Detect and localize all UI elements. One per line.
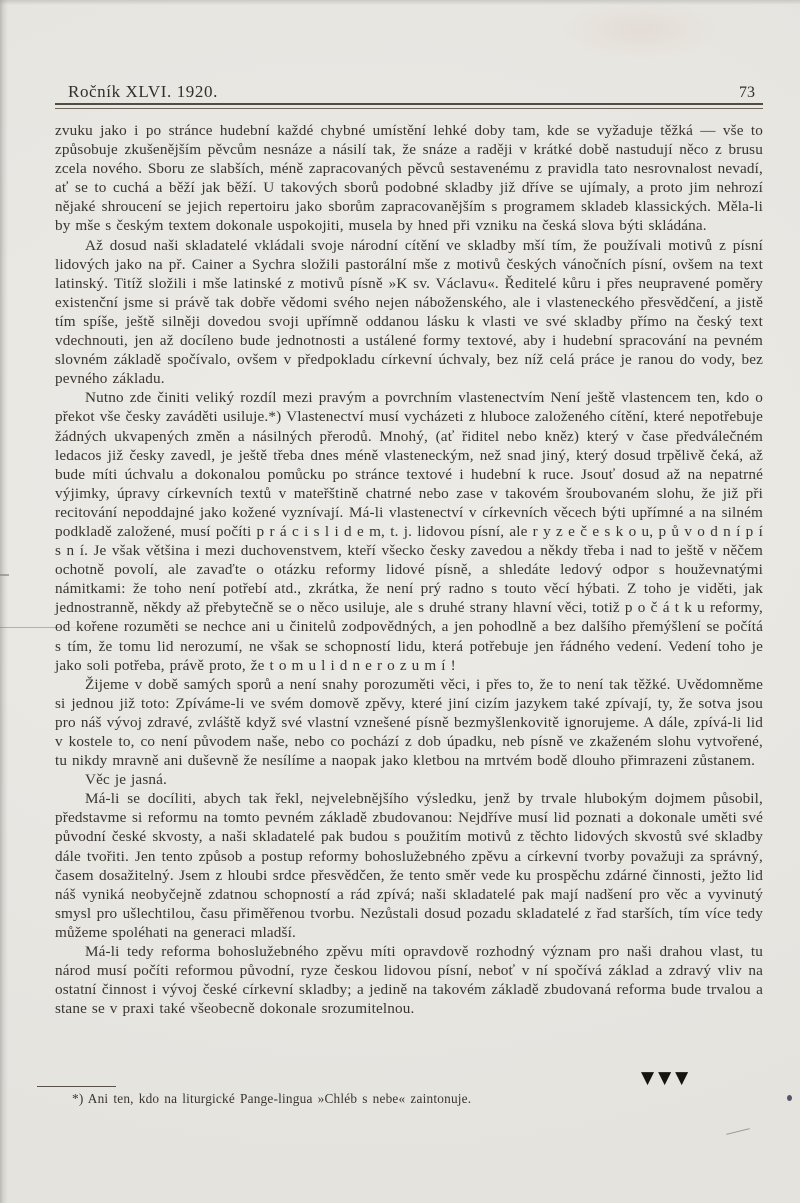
volume-title: Ročník XLVI. 1920. [68,82,218,101]
edge-mark [0,574,9,576]
paragraph-6: Má-li se docíliti, abych tak řekl, nejvelebnějšího výsledku, jenž by trvale hlubokým dojmem působil, představme si reformu na tomto pevném základě zbudovanou: Nejdříve musí lid poznati a dokonale uměti své původní české skvosty, a naši skladatelé pak budou s použitím motivů z těchto lidových skvostů své skladby dále tvořiti. Jen tento způsob a postup reformy bohoslužebného zpěvu a církevní tvorby považuji za správný, časem dosažitelný. Jsem z hloubi srdce přesvědčen, že tento směr vede ku prospěchu zdárné činnosti, ježto lid náš vyniká neobyčejně zdatnou schopností a rád zpívá; naši skladatelé pak mají nadšení pro věc a vyvinutý smysl pro ušlechtilou, času přiměřenou tvorbu. Nezůstali dosud pozadu skladatelé z řad starších, tím více tedy můžeme spoléhati na generaci mladší. [55,790,763,941]
ink-speck [787,1095,792,1101]
paragraph-4: Žijeme v době samých sporů a není snahy porozuměti věci, i přes to, že to není tak těžké. Uvědomněme si jednou již toto: Zpíváme-li ve svém domově zpěvy, které jiní cizím jazykem také zpívají, ty, že sotva jsou pro náš vývoj zdravé, zvláště když své vlastní vznešené písně bezmyšlenkovitě ignorujeme. A dále, zpívá-li lid v kostele to, co není původem naše, nebo co pochází z dob úpadku, neb písně ve zkaženém slohu vytvořené, tu nikdy mravně ani duševně že nesílíme a naopak jako kletbou na mrtvém bodě dlouho přimrazeni zůstanem. [55,675,763,770]
paragraph-7: Má-li tedy reforma bohoslužebného zpěvu míti opravdově rozhodný význam pro naši drahou vlast, tu národ musí počíti reformou původní, ryze českou lidovou písní, neboť v ní spočívá základ a zdravý vliv na ostatní činnost i vývoj české církevní skladby; a jedině na takovém základě zbudovaná reforma bude trvalou a stane se v praxi také všeobecně dokonale srozumitelnou. [55,943,763,1018]
paper-stain [560,0,720,60]
end-ornament-triangles: ▼▼▼ [641,1068,693,1088]
paragraph-1: zvuku jako i po stránce hudební každé chybné umístění lehké doby tam, kde se vyžaduje těžká — vše to způsobuje zkušenějším pěvcům nesnáze a násilí tak, že snáze a raději v krátké době nastudují něco z brusu zcela nového. Sboru ze slabších, méně zapracovaných pěvců sestavenému z pravidla tato nesrovnalost nevadí, ať se to cuchá a běží jak běží. U takových sborů podobné skladby již dříve se ujímaly, a proto jim nehrozí nějaké shroucení se jejich repertoiru jako sborům zapracovanějším s programem skladeb klassických. Měla-li by mše s českým textem dokonale uspokojiti, musela by hned při vzniku na česká slova býti skládána. [55,122,763,235]
scan-edge-left [0,0,8,1203]
footnote-rule [37,1086,116,1087]
paragraph-2: Až dosud naši skladatelé vkládali svoje národní cítění ve skladby mší tím, že používali motivů z písní lidových jako na př. Cainer a Sychra složili pastorální mše z motivů českých vánočních písní, ovšem na text latinský. Titíž složili i mše latinské z motivů písně »K sv. Václavu«. Ředitelé kůru i přes neupravené poměry existenční jsme si právě tak dobře vědomi svého nejen náboženského, ale i vlasteneckého přesvědčení, a jistě tím spíše, ještě silněji dovedou svoji upřímně oddanou lásku k vlasti ve své skladby přímo na český text vdechnouti, jen až docíleno bude jednotnosti a ustálené formy textové, aby i hudební spracování na pevném slovném základě spočívalo, ovšem v předpokladu církevní úchvaly, bez níž celá práce je ranou do vody, bez pevného základu. [55,236,763,388]
page-header [55,82,763,102]
footnote: *) Ani ten, kdo na liturgické Pange-lingua »Chléb s nebe« zaintonuje. [72,1091,472,1106]
article-body [55,121,763,1018]
scratch-mark [726,1128,750,1135]
page-number: 73 [739,84,755,101]
paper-crease [0,627,60,628]
header-rule [55,103,763,109]
paragraph-3: Nutno zde činiti veliký rozdíl mezi pravým a povrchním vlastenectvím Není ještě vlastencem ten, kdo o překot vše česky zaváděti usiluje.*) Vlastenectví musí vycházeti z hluboce založeného cítění, které nepotřebuje žádných ukvapených změn a násilných přerodů. Mnohý, (ať řiditel nebo kněz) který v čase předválečném ledacos již česky zavedl, je ještě třeba dnes méně vlasteneckým, než snad jiný, který dosud trpělivě čeká, až bude míti úchvalu a dokonalou pomůcku po stránce textové i hudební k ruce. Jsouť dosud až na nepatrné výjimky, úpravy církevních textů v mateřštině chatrné nebo zase v takovém šroubovaném slohu, že již při recitování nepoddajné jako kožené vyznívají. Má-li vlastenectví v církevních věcech býti upřímné a na silném podkladě založené, musí počíti p r á c i s l i d e m, t. j. lidovou písní, ale r y z e č e s k o u, p ů v o d n í p í s n í. Je však většina i mezi duchovenstvem, kteří všecko česky zavedou a někdy třeba i nad to ještě v něčem ochotně povolí, ale zavaďte o otázku reformy lidové písně, a shledáte ledový odpor s houževnatými námitkami: že toho není potřebí atd., zkrátka, že není prý radno s touto věcí hýbati. Z toho je viděti, jak jednostranně, někdy až přebytečně se o něco usiluje, ale s druhé strany hlavní věci, totiž p o č á t k u reformy, od kořene rozuměti se nechce ani u činitelů zodpovědných, a jen pohodlně a bez dalšího přemýšlení se počítá s tím, že tomu lid nerozumí, ne však se schopností lidu, která potřebuje jen řádného vedení. Vedení toho je jako soli potřeba, právě proto, že t o m u l i d n e r o z u m í ! [55,389,763,674]
paragraph-5: Věc je jasná. [85,771,167,789]
